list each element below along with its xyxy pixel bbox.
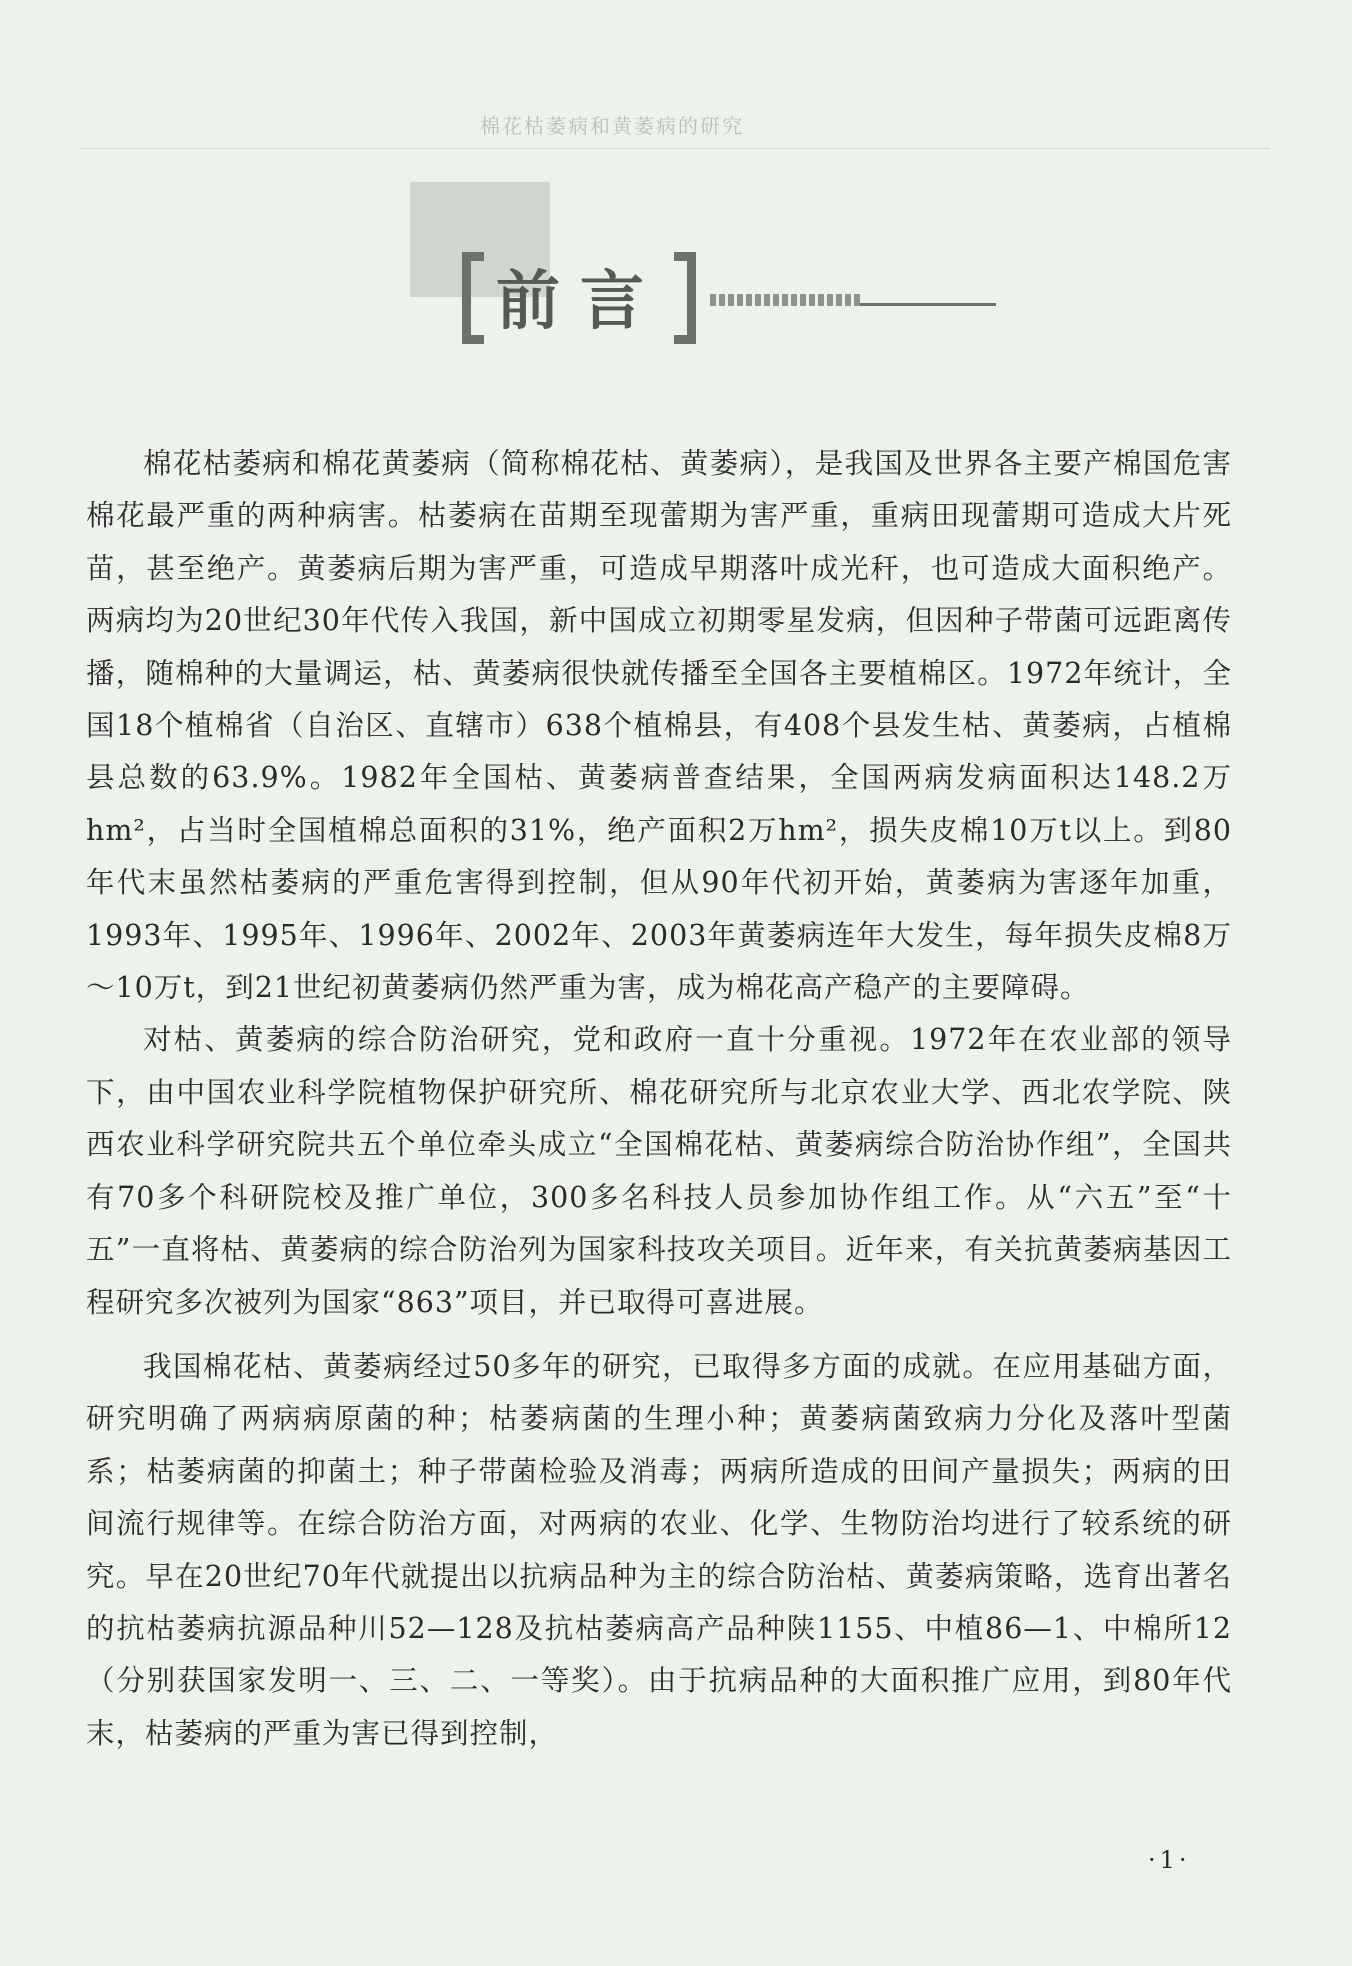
close-bracket-decoration <box>674 252 696 344</box>
header-rule <box>80 148 1270 149</box>
paragraph: 对枯、黄萎病的综合防治研究，党和政府一直十分重视。1972年在农业部的领导下，由中国农业科学院植物保护研究所、棉花研究所与北京农业大学、西北农学院、陕西农业科学研究院共五个单位牵头成立“全国棉花枯、黄萎病综合防治协作组”，全国共有70多个科研院校及推广单位，300多名科技人员参加协作组工作。从“六五”至“十五”一直将枯、黄萎病的综合防治列为国家科技攻关项目。近年来，有关抗黄萎病基因工程研究多次被列为国家“863”项目，并已取得可喜进展。 <box>86 1023 1232 1319</box>
chapter-title <box>462 232 1022 352</box>
open-bracket-decoration <box>462 252 484 344</box>
running-head: 棉花枯萎病和黄萎病的研究 <box>480 114 744 138</box>
title-dotted-rule <box>710 294 860 306</box>
page-number: ·1· <box>1148 1846 1191 1874</box>
body-text <box>86 438 1232 1760</box>
chapter-title-text: 前言 <box>496 265 664 339</box>
title-solid-rule <box>860 303 996 306</box>
paragraph: 棉花枯萎病和棉花黄萎病（简称棉花枯、黄萎病），是我国及世界各主要产棉国危害棉花最严重的两种病害。枯萎病在苗期至现蕾期为害严重，重病田现蕾期可造成大片死苗，甚至绝产。黄萎病后期为害严重，可造成早期落叶成光秆，也可造成大面积绝产。两病均为20世纪30年代传入我国，新中国成立初期零星发病，但因种子带菌可远距离传播，随棉种的大量调运，枯、黄萎病很快就传播至全国各主要植棉区。1972年统计，全国18个植棉省（自治区、直辖市）638个植棉县，有408个县发生枯、黄萎病，占植棉县总数的63.9%。1982年全国枯、黄萎病普查结果，全国两病发病面积达148.2万hm²，占当时全国植棉总面积的31%，绝产面积2万hm²，损失皮棉10万t以上。到80年代末虽然枯萎病的严重危害得到控制，但从90年代初开始，黄萎病为害逐年加重，1993年、1995年、1996年、2002年、2003年黄萎病连年大发生，每年损失皮棉8万～10万t，到21世纪初黄萎病仍然严重为害，成为棉花高产稳产的主要障碍。 <box>86 447 1232 1005</box>
paragraph: 我国棉花枯、黄萎病经过50多年的研究，已取得多方面的成就。在应用基础方面，研究明确了两病病原菌的种；枯萎病菌的生理小种；黄萎病菌致病力分化及落叶型菌系；枯萎病菌的抑菌土；种子带菌检验及消毒；两病所造成的田间产量损失；两病的田间流行规律等。在综合防治方面，对两病的农业、化学、生物防治均进行了较系统的研究。早在20世纪70年代就提出以抗病品种为主的综合防治枯、黄萎病策略，选育出著名的抗枯萎病抗源品种川52—128及抗枯萎病高产品种陕1155、中植86—1、中棉所12（分别获国家发明一、三、二、一等奖）。由于抗病品种的大面积推广应用，到80年代末，枯萎病的严重为害已得到控制， <box>86 1349 1232 1750</box>
